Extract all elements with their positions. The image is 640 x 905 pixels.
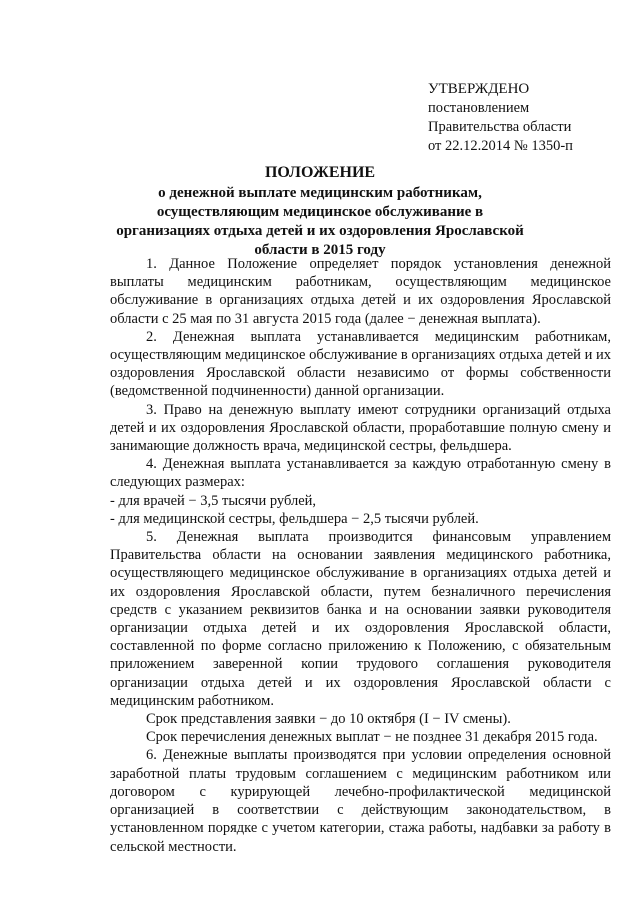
approval-line-date: от 22.12.2014 № 1350-п	[428, 138, 573, 154]
paragraph-1: 1. Данное Положение определяет порядок установления денежной выплаты медицинским работникам, осуществляющим медицинское обслуживание в организациях отдыха детей и их оздоровления Ярославской области с 25 мая по 31 августа 2015 года (далее − денежная выплата).	[110, 256, 611, 327]
paragraph-4: 4. Денежная выплата устанавливается за каждую отработанную смену в следующих размерах:	[110, 456, 611, 491]
approval-title: УТВЕРЖДЕНО	[428, 81, 530, 97]
list-item-nurses: - для медицинской сестры, фельдшера − 2,5 тысячи рублей.	[110, 510, 479, 527]
paragraph-2: 2. Денежная выплата устанавливается медицинским работникам, осуществляющим медицинское обслуживание в организациях отдыха детей и их оздоровления Ярославской области независимо от формы собственности (ведомственной подчиненности) данной организации.	[110, 328, 611, 400]
document-body	[110, 255, 611, 856]
paragraph-5: 5. Денежная выплата производится финансовым управлением Правительства области на основании заявления медицинского работника, осуществляющего медицинское обслуживание в организациях отдыха детей и их оздоровления Ярославской области, путем безналичного перечисления средств с указанием реквизитов банка и на основании заявки руководителя организации отдыха детей и их оздоровления Ярославской области, составленной по форме согласно приложению к Положению, с обязательным приложением заверенной копии трудового соглашения руководителя организации отдыха детей и их оздоровления Ярославской области с медицинским работником.	[110, 529, 611, 709]
approval-stamp	[428, 80, 573, 156]
paragraph-6: 6. Денежные выплаты производятся при условии определения основной заработной платы трудовым соглашением с медицинским работником или договором с курирующей лечебно-профилактической медицинской организацией в соответствии с действующим законодательством, в установленном порядке с учетом категории, стажа работы, надбавки за работу в сельской местности.	[110, 747, 611, 855]
approval-line-resolution: постановлением	[428, 100, 530, 116]
title-heading: ПОЛОЖЕНИЕ	[264, 164, 376, 181]
paragraph-deadline-payment: Срок перечисления денежных выплат − не позднее 31 декабря 2015 года.	[146, 729, 598, 746]
approval-line-government: Правительства области	[428, 119, 572, 135]
document-title	[110, 162, 530, 260]
paragraph-deadline-request: Срок представления заявки − до 10 октября (I − IV смены).	[146, 711, 511, 728]
title-subtitle: о денежной выплате медицинским работникам, осуществляющим медицинское обслуживание в организациях отдыха детей и их оздоровления Ярославской области в 2015 году	[116, 185, 524, 258]
paragraph-3: 3. Право на денежную выплату имеют сотрудники организаций отдыха детей и их оздоровления Ярославской области, проработавшие полную смену и занимающие должность врача, медицинской сестры, фельдшера.	[110, 401, 611, 455]
list-item-doctors: - для врачей − 3,5 тысячи рублей,	[110, 492, 317, 509]
